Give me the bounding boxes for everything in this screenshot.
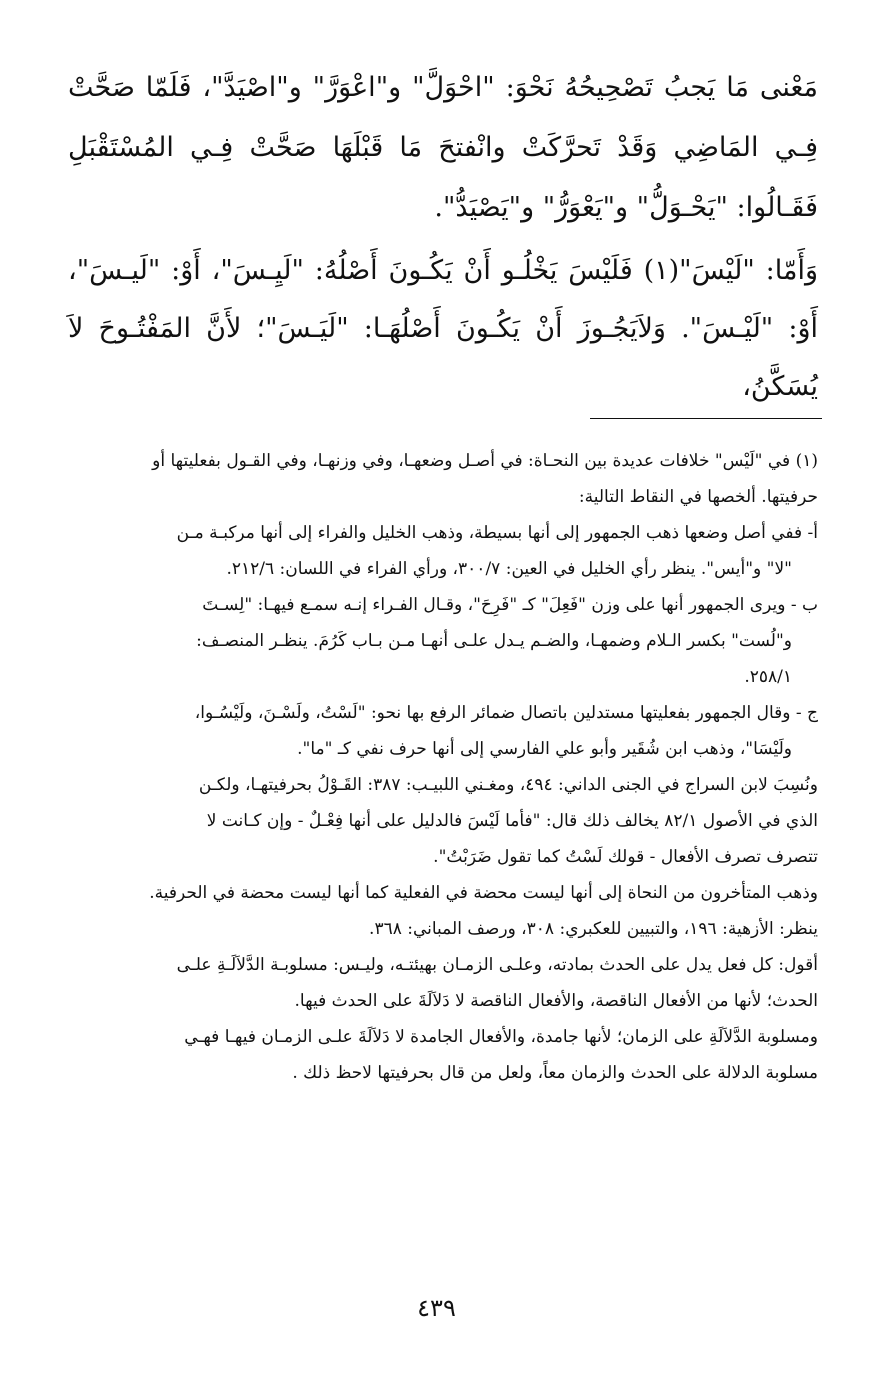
- footnote-line: الذي في الأصول ٨٢/١ يخالف ذلك قال: "فأما لَيْسَ فالدليل على أنها فِعْـلٌ - وإن كـانت لا: [206, 811, 818, 831]
- footnote-line: "لا" و"أيس". ينظر رأي الخليل في العين: ٣٠٠/٧، ورأي الفراء في اللسان: ٢١٢/٦.: [226, 559, 792, 579]
- footnote-line: ونُسِبَ لابن السراج في الجنى الداني: ٤٩٤، ومغـني اللبيـب: ٣٨٧: القَـوْلُ بحرفيتهـا، ولكـن: [198, 775, 818, 795]
- main-text: [68, 58, 818, 416]
- footnote-line: وذهب المتأخرون من النحاة إلى أنها ليست محضة في الفعلية كما أنها ليست محضة في الحرفية.: [149, 883, 818, 903]
- main-paragraph-2: وَأَمّا: "لَيْسَ"(١) فَلَيْسَ يَخْلُـو أَنْ يَكُـونَ أَصْلُهُ: "لَيِـسَ"، أَوْ: "لَيـسَ"، أَوْ: "لَيْـسَ". وَلاَيَجُـوزَ أَنْ يَكُـونَ أَصْلُهَـا: "لَيَـسَ"؛ لأَنَّ المَفْتُـوحَ لاَ يُسَكَّنُ،: [68, 255, 818, 402]
- footnote-line: ومسلوبة الدَّلاَلَةِ على الزمان؛ لأنها جامدة، والأفعال الجامدة لا دَلاَلَةَ علـى الزمـان فيهـا فهـي: [184, 1027, 818, 1047]
- footnote-line: حرفيتها. ألخصها في النقاط التالية:: [578, 487, 818, 507]
- footnote-line: ينظر: الأزهية: ١٩٦، والتبيين للعكبري: ٣٠٨، ورصف المباني: ٣٦٨.: [369, 919, 818, 939]
- footnote-line: ج - وقال الجمهور بفعليتها مستدلين باتصال ضمائر الرفع بها نحو: "لَسْتُ، ولَسْـنَ، ولَيْسُـوا،: [194, 703, 818, 723]
- footnote-line: ٢٥٨/١.: [744, 667, 792, 687]
- footnote-line: و"لُست" بكسر الـلام وضمهـا، والضـم يـدل علـى أنهـا مـن بـاب كَرُمَ. ينظـر المنصـف:: [196, 631, 792, 651]
- footnote-line: ولَيْسَا"، وذهب ابن شُقَير وأبو علي الفارسي إلى أنها حرف نفي كـ "ما".: [297, 739, 792, 759]
- footnote-line: مسلوبة الدلالة على الحدث والزمان معاً، ولعل من قال بحرفيتها لاحظ ذلك .: [292, 1063, 818, 1083]
- main-paragraph-1: مَعْنى مَا يَجبُ تَصْحِيحُهُ نَحْوَ: "احْوَلَّ" و"اعْوَرَّ" و"اصْيَدَّ"، فَلَمّا صَحَّتْ فِـي المَاضِي وَقَدْ تَحرَّكَتْ وانْفتحَ مَا قَبْلَهَا صَحَّتْ فِـي المُسْتَقْبَلِ فَقَـالُوا: "يَحْـوَلُّ" و"يَعْوَرُّ" و"يَصْيَدُّ".: [68, 72, 818, 223]
- footnote-line: تتصرف تصرف الأفعال - قولك لَسْتُ كما تقول ضَرَبْتُ".: [433, 847, 818, 867]
- footnote-line: أ- ففي أصل وضعها ذهب الجمهور إلى أنها بسيطة، وذهب الخليل والفراء إلى أنها مركبـة مـن: [176, 523, 818, 543]
- footnote-line: الحدث؛ لأنها من الأفعال الناقصة، والأفعال الناقصة لا دَلاَلَةَ على الحدث فيها.: [294, 991, 818, 1011]
- footnote-line: ب - ويرى الجمهور أنها على وزن "فَعِلَ" كـ "فَرِحَ"، وقـال الفـراء إنـه سمـع فيهـا: "لِسـتَ: [202, 595, 818, 615]
- footnotes: [76, 443, 818, 1091]
- page-number: ٤٣٩: [417, 1294, 456, 1322]
- footnote-line: أقول: كل فعل يدل على الحدث بمادته، وعلـى الزمـان بهيئتـه، وليـس: مسلوبـة الدَّلاَلَـةِ علـى: [176, 955, 818, 975]
- footnote-separator: [590, 418, 822, 419]
- footnote-line: (١) في "لَيْس" خلافات عديدة بين النحـاة: في أصـل وضعهـا، وفي وزنهـا، وفي القـول بفعليتها أو: [152, 451, 818, 471]
